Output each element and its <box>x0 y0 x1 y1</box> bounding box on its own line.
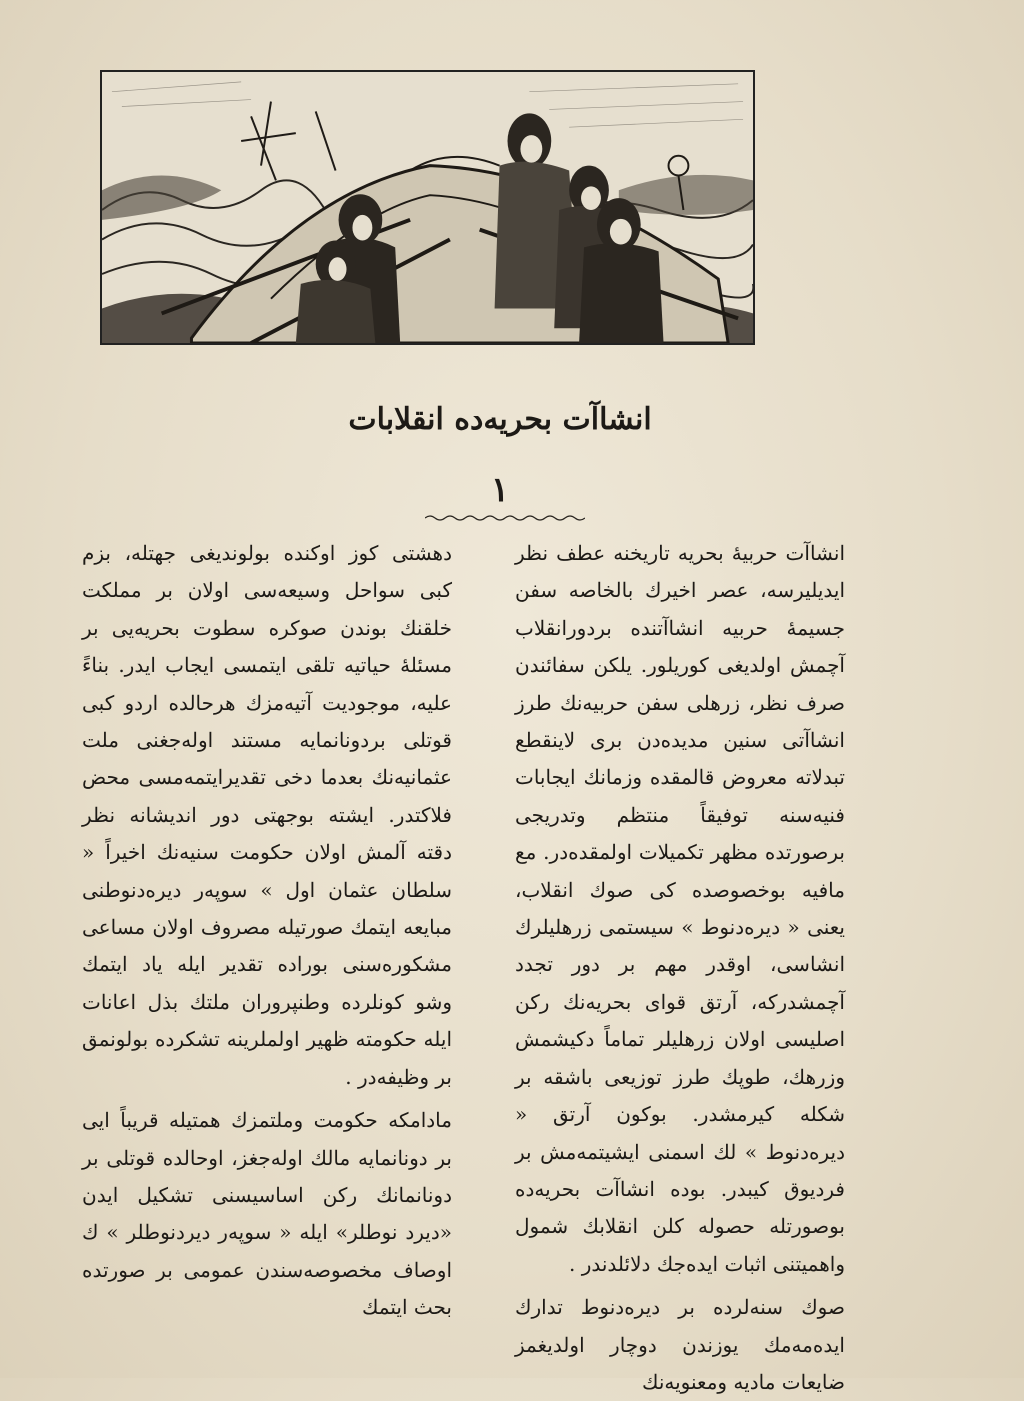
right-column <box>515 535 845 1401</box>
wavy-divider <box>425 514 585 522</box>
engraving-icon <box>102 72 753 343</box>
lifeboat-illustration <box>100 70 755 345</box>
section-number: ١ <box>490 470 510 510</box>
paragraph: مادامكه حكومت وملتمزك همتیله قریباً ایی بر دونانمایه مالك اوله‌جغز، اوحالده قوتلی بر دونانمانك ركن اساسیسنی تشكیل ایدن «دیرد نوطلر» ایله « سوپه‌ر دیردنوطلر » ك اوصاف مخصوصه‌سندن عمومی بر صورتده بحث ایتمك <box>82 1108 452 1320</box>
article-title: انشاآت بحریه‌ده انقلابات <box>348 402 652 437</box>
left-column <box>82 535 452 1327</box>
paragraph: انشاآت حربیهٔ بحریه تاریخنه عطف نظر ایدیلیرسه، عصر اخیرك بالخاصه سفن جسیمهٔ حربیه انشاآتنده بردورانقلاب آچمش اولدیغی كوریلور. یلكن سفائندن صرف نظر، زرهلی سفن حربیه‌نك طرز انشاآتی سنین مدیده‌دن بری لاینقطع تبدلاته معروض قالمقده وزمانك ایجابات فنیه‌سنه توفیقاً منتظم وتدریجی برصورتده مظهر تكمیلات اولمقده‌در. مع مافیه بوخصوصده كی صوك انقلاب، یعنی « دیره‌دنوط » سیستمی زرهلیلرك انشاسی، اوقدر مهم بر دور تجدد آچمشدركه، آرتق قوای بحریه‌نك ركن اصلیسی اولان زرهلیلر تماماً دكیشمش وزرهك، طوپك طرز توزیعی باشقه بر شكله كیرمشدر. بوكون آرتق « دیره‌دنوط » لك اسمنی ایشیتمه‌مش بر فردیوق كیبدر. بوده انشاآت بحریه‌ده بوصورتله حصوله كلن انقلابك شمول واهمیتنی اثبات ایده‌جك دلائلدندر . <box>515 541 845 1276</box>
paragraph: صوك سنه‌لرده بر دیره‌دنوط تدارك ایده‌مه‌مك یوزندن دوچار اولدیغمز ضایعات مادیه ومعنویه‌نك <box>515 1295 845 1394</box>
paragraph: دهشتی كوز اوكنده بولوندیغی جهتله، بزم كبی سواحل وسیعه‌سی اولان بر مملكت خلقنك بوندن صوكره سطوت بحریه‌یی بر مسئلهٔ حیاتیه تلقی ایتمسی ایجاب ایدر. بناءً علیه، موجودیت آتیه‌مزك هرحالده اردو كبی قوتلی بردونانمایه مستند اوله‌جغنی ملت عثمانیه‌نك بعدما دخی تقدیرایتمه‌مسی محض فلاكتدر. ایشته بوجهتی دور اندیشانه نظر دقته آلمش اولان حكومت سنیه‌نك اخیراً « سلطان عثمان اول » سوپه‌ر دیره‌دنوطنی مبایعه ایتمك صورتیله مصروف اولان مساعی مشكوره‌سنی بوراده تقدیر ایله یاد ایتمك وشو كونلرده وطنپروران ملتك بذل اعانات ایله حكومته ظهیر اولملرینه تشكرده بولونمق بر وظیفه‌در . <box>82 541 452 1089</box>
